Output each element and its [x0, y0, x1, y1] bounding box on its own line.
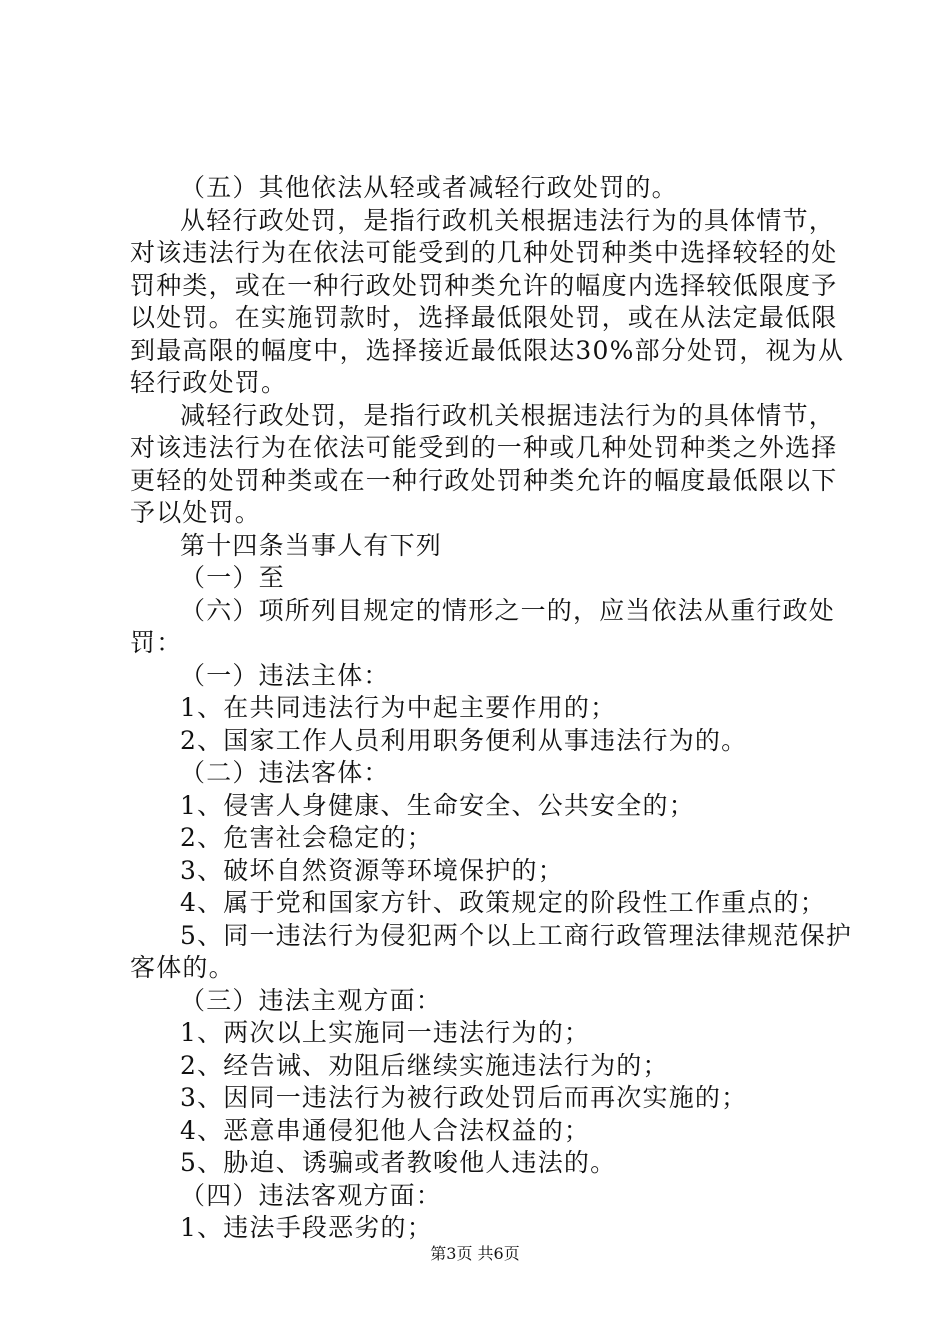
text-line: 4、属于党和国家方针、政策规定的阶段性工作重点的；: [180, 888, 826, 917]
text-line: 减轻行政处罚，是指行政机关根据违法行为的具体情节，: [180, 400, 836, 430]
text-line: 罚：: [130, 628, 183, 657]
text-line: 1、在共同违法行为中起主要作用的；: [180, 693, 617, 722]
text-line: 5、同一违法行为侵犯两个以上工商行政管理法律规范保护: [180, 920, 853, 950]
text-line: （六）项所列目规定的情形之一的，应当依法从重行政处: [180, 595, 836, 625]
text-line: 客体的。: [130, 953, 235, 982]
text-line: 第十四条当事人有下列: [180, 530, 443, 560]
text-line: （四）违法客观方面：: [180, 1180, 443, 1210]
document-body: [130, 172, 853, 1245]
text-line: 5、胁迫、诱骗或者教唆他人违法的。: [180, 1148, 617, 1177]
text-line: 2、国家工作人员利用职务便利从事违法行为的。: [180, 725, 748, 755]
text-line: 3、破坏自然资源等环境保护的；: [180, 855, 564, 885]
text-line: 1、违法手段恶劣的；: [180, 1213, 433, 1242]
text-line: 以处罚。在实施罚款时，选择最低限处罚，或在从法定最低限: [130, 303, 838, 332]
text-line: （五）其他依法从轻或者减轻行政处罚的。: [180, 173, 678, 202]
text-line: （一）至: [180, 563, 285, 592]
text-line: 罚种类，或在一种行政处罚种类允许的幅度内选择较低限度予: [130, 270, 838, 300]
text-line: 1、侵害人身健康、生命安全、公共安全的；: [180, 790, 695, 820]
text-line: 从轻行政处罚，是指行政机关根据违法行为的具体情节，: [180, 205, 836, 235]
page-number-footer: 第3页 共6页: [430, 1244, 520, 1263]
text-line: （三）违法主观方面：: [180, 985, 443, 1015]
text-line: 对该违法行为在依法可能受到的几种处罚种类中选择较轻的处: [130, 238, 838, 267]
text-line: 2、危害社会稳定的；: [180, 823, 433, 852]
text-line: 4、恶意串通侵犯他人合法权益的；: [180, 1115, 591, 1145]
text-line: 1、两次以上实施同一违法行为的；: [180, 1018, 591, 1047]
text-line: 予以处罚。: [130, 498, 262, 527]
text-line: 更轻的处罚种类或在一种行政处罚种类允许的幅度最低限以下: [130, 465, 838, 495]
text-line: （二）违法客体：: [180, 758, 390, 787]
text-line: 2、经告诫、劝阻后继续实施违法行为的；: [180, 1050, 669, 1080]
text-line: 到最高限的幅度中，选择接近最低限达30%部分处罚，视为从: [130, 335, 845, 365]
text-line: 3、因同一违法行为被行政处罚后而再次实施的；: [180, 1083, 748, 1112]
text-line: 轻行政处罚。: [130, 368, 288, 397]
text-line: （一）违法主体：: [180, 660, 390, 690]
text-line: 对该违法行为在依法可能受到的一种或几种处罚种类之外选择: [130, 433, 838, 462]
